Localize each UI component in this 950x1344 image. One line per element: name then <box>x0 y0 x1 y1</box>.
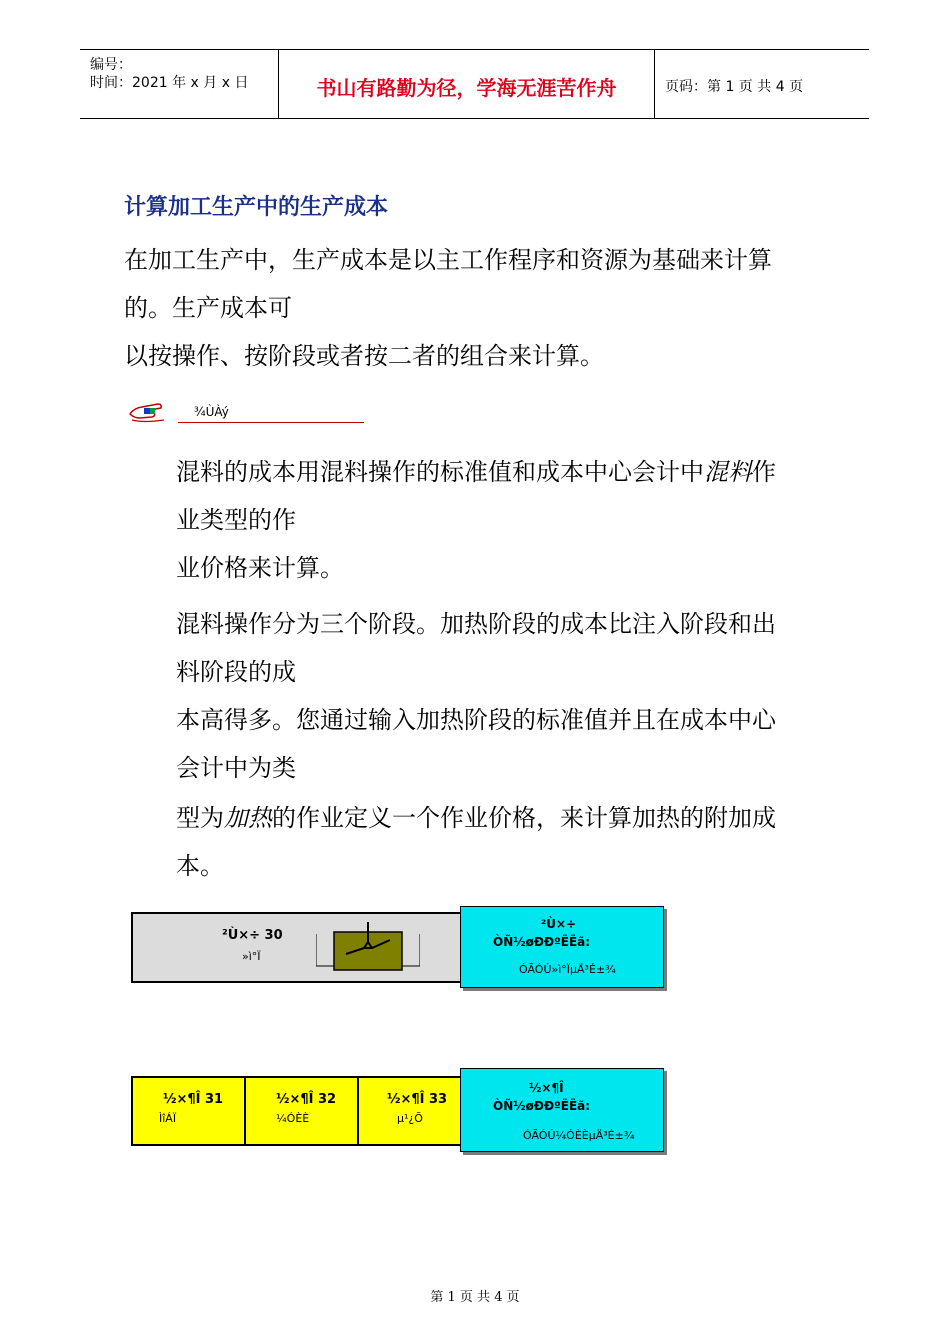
phase-cost-desc: ÓÃÓÚ¼ÓÈÈµÄ³É±¾ <box>523 1129 635 1142</box>
operation-label: ²Ù×÷ 30 <box>222 928 283 943</box>
phase-text-a: 型为 <box>176 804 224 832</box>
phase-line-1: 混料操作分为三个阶段。加热阶段的成本比注入阶段和出 <box>176 610 776 638</box>
document-time: 时间：2021 年 x 月 x 日 <box>90 75 249 91</box>
phase-row <box>131 1076 492 1146</box>
phase-sublabel: ÌîÁÏ <box>159 1112 177 1125</box>
phase-cost-status: ÒÑ½øÐÐºËËã: <box>493 1099 591 1113</box>
phase-sublabel: ¼ÓÈÈ <box>276 1112 310 1125</box>
document-number: 编号： <box>90 57 132 73</box>
mixer-icon <box>316 918 420 974</box>
operation-cost-status: ÒÑ½øÐÐºËËã: <box>493 935 591 949</box>
mixing-line-1 <box>176 448 836 496</box>
phase-line-2: 料阶段的成 <box>176 658 296 686</box>
phase-text-b: 的作业定义一个作业价格，来计算加热的附加成 <box>272 804 776 832</box>
intro-line-1: 在加工生产中，生产成本是以主工作程序和资源为基础来计算 <box>124 246 772 274</box>
operation-box <box>131 912 495 983</box>
phase-cost-box <box>460 1068 664 1152</box>
phase-sublabel: µ¹¿Õ <box>397 1112 423 1125</box>
page-footer: 第 1 页 共 4 页 <box>430 1290 520 1305</box>
phase-paragraph-3 <box>176 794 836 890</box>
intro-line-2: 的。生产成本可 <box>124 294 292 322</box>
example-underline <box>178 422 364 423</box>
phase-cell <box>133 1078 246 1144</box>
phase-paragraph-1 <box>176 600 836 696</box>
header-page-cell <box>655 50 869 118</box>
operation-cost-heading: ²Ù×÷ <box>541 917 577 931</box>
phase-line-6: 本。 <box>176 852 224 880</box>
mixing-line-3: 业价格来计算。 <box>176 554 344 582</box>
mixing-paragraph <box>176 448 836 544</box>
phase-label: ½×¶Î 32 <box>276 1092 337 1107</box>
pointing-hand-icon <box>128 390 168 424</box>
operation-cost-desc: ÓÃÓÚ»ì°ÏµÄ³É±¾ <box>519 963 616 976</box>
phase-label: ½×¶Î 33 <box>387 1092 448 1107</box>
operation-cost-box <box>460 906 664 988</box>
phase-label: ½×¶Î 31 <box>163 1092 224 1107</box>
motto: 书山有路勤为径，学海无涯苦作舟 <box>316 76 617 100</box>
example-label: ¾ÙÀý <box>194 405 229 419</box>
mixing-line-2: 业类型的作 <box>176 506 296 534</box>
page-header <box>80 49 869 119</box>
phase-line-3: 本高得多。您通过输入加热阶段的标准值并且在成本中心 <box>176 706 776 734</box>
operation-sublabel: »ì°Ï <box>242 950 261 963</box>
phase-line-5 <box>176 794 836 842</box>
phase-italic: 加热 <box>224 804 272 832</box>
phase-line-4: 会计中为类 <box>176 754 296 782</box>
header-left-cell <box>80 50 279 118</box>
page-number: 页码：第 1 页 共 4 页 <box>665 79 804 95</box>
header-motto-cell <box>279 50 655 118</box>
mixing-text-b: 作 <box>752 458 776 486</box>
phase-cell <box>246 1078 359 1144</box>
phase-cost-heading: ½×¶Î <box>529 1081 564 1095</box>
mixing-text-a: 混料的成本用混料操作的标准值和成本中心会计中 <box>176 458 704 486</box>
page-title: 计算加工生产中的生产成本 <box>124 194 389 220</box>
mixing-italic: 混料 <box>704 458 752 486</box>
intro-line-3: 以按操作、按阶段或者按二者的组合来计算。 <box>124 342 604 370</box>
intro-paragraph <box>124 236 844 332</box>
phase-paragraph-2 <box>176 696 836 792</box>
